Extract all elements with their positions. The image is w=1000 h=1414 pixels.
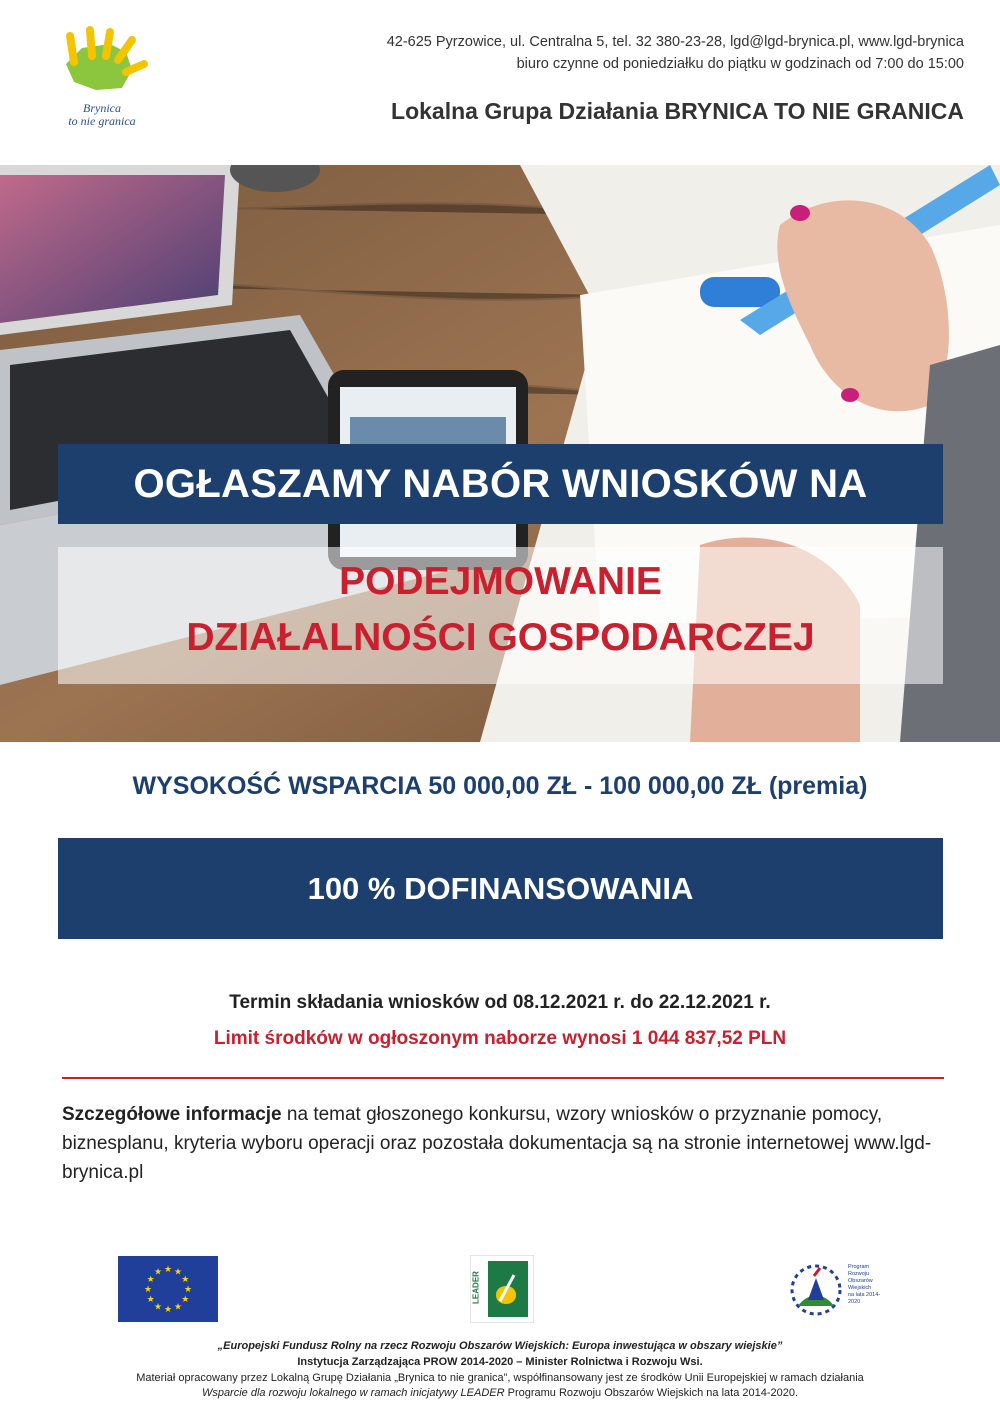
eu-star-icon: ★ [146, 1294, 155, 1304]
eu-star-icon: ★ [163, 1304, 173, 1314]
eu-star-icon: ★ [183, 1284, 193, 1294]
footer-managing-authority: Instytucja Zarządzająca PROW 2014-2020 – Minister Rolnictwa i Rozwoju Wsi. [297, 1356, 703, 1368]
footer-program-rest: Programu Rozwoju Obszarów Wiejskich na lata 2014-2020. [504, 1387, 799, 1399]
submission-deadline: Termin składania wniosków od 08.12.2021 r. do 22.12.2021 r. [229, 992, 771, 1013]
call-title-line1: PODEJMOWANIE [339, 560, 662, 603]
prow-emblem-icon [786, 1262, 846, 1318]
prow-line4: Wiejskich [848, 1285, 872, 1291]
eu-star-icon: ★ [181, 1274, 190, 1284]
funds-limit: Limit środków w ogłoszonym naborze wynosi 1 044 837,52 PLN [213, 1028, 787, 1049]
support-amount: WYSOKOŚĆ WSPARCIA 50 000,00 ZŁ - 100 000,00 ZŁ (premia) [132, 772, 868, 800]
prow-line2: Rozwoju [848, 1271, 870, 1277]
funding-banner: 100 % DOFINANSOWANIA [58, 838, 943, 939]
office-hours: biuro czynne od poniedziałku do piątku w godzinach od 7:00 do 15:00 [516, 56, 964, 72]
eu-flag-logo [118, 1256, 218, 1322]
eu-stars-icon [118, 1256, 218, 1322]
footer-fund-name: „Europejski Fundusz Rolny na rzecz Rozwoju Obszarów Wiejskich: Europa inwestująca w obszary wiejskie” [217, 1340, 783, 1352]
prow-line3: Obszarów [848, 1278, 873, 1284]
prow-line1: Program [848, 1264, 870, 1270]
logo-caption-line1: Brynica [83, 101, 121, 115]
hand-map-icon [52, 26, 152, 106]
announcement-banner: OGŁASZAMY NABÓR WNIOSKÓW NA [58, 444, 943, 524]
details-paragraph [62, 1100, 947, 1187]
eu-star-icon: ★ [143, 1284, 153, 1294]
prow-text [848, 1264, 886, 1306]
footer-cofinancing-note: Materiał opracowany przez Lokalną Grupę Działania „Brynica to nie granica”, współfinansowany jest ze środków Unii Europejskiej w ramach działania [136, 1372, 864, 1384]
prow-logo [786, 1262, 886, 1318]
contact-address: 42-625 Pyrzowice, ul. Centralna 5, tel. 32 380-23-28, lgd@lgd-brynica.pl, www.lgd-brynica [386, 34, 964, 50]
divider [62, 1077, 944, 1079]
logo-caption-line2: to nie granica [68, 114, 136, 128]
eu-star-icon: ★ [173, 1266, 183, 1277]
eu-star-icon: ★ [173, 1301, 183, 1312]
details-text: na temat głoszonego konkursu, wzory wniosków o przyznanie pomocy, biznesplanu, kryteria wyboru operacji oraz pozostała dokumentacja są na stronie internetowej www.lgd-brynica.pl [62, 1104, 932, 1183]
leader-label: LEADER [471, 1271, 481, 1304]
footer-program-note [0, 1387, 1000, 1399]
logo-caption [52, 102, 152, 128]
eu-star-icon: ★ [163, 1264, 173, 1274]
eu-star-icon: ★ [181, 1294, 190, 1304]
prow-line5: na lata 2014-2020 [848, 1292, 881, 1305]
footer-program-italic: Wsparcie dla rozwoju lokalnego w ramach inicjatywy LEADER [201, 1387, 505, 1399]
leader-logo [470, 1255, 534, 1323]
eu-star-icon: ★ [146, 1274, 155, 1284]
eu-star-icon: ★ [153, 1266, 163, 1277]
details-lead: Szczegółowe informacje [62, 1104, 282, 1125]
organization-name: Lokalna Grupa Działania BRYNICA TO NIE GRANICA [391, 98, 964, 124]
call-title-line2: DZIAŁALNOŚCI GOSPODARCZEJ [186, 616, 815, 659]
eu-star-icon: ★ [153, 1301, 163, 1312]
